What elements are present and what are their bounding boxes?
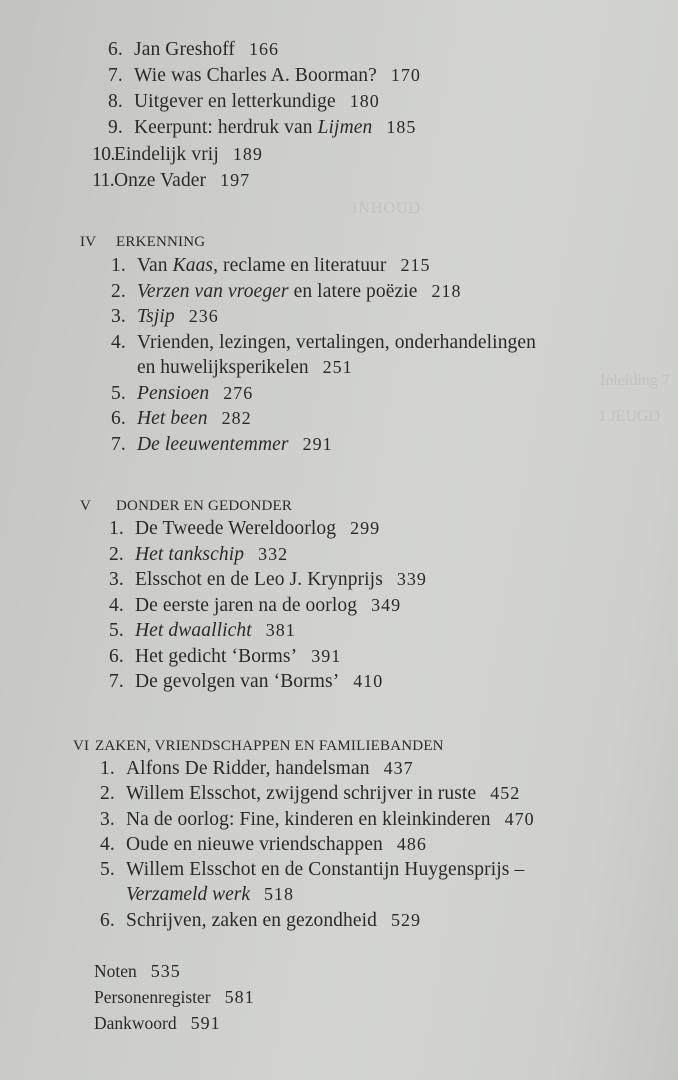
page-number: 276 (223, 383, 254, 403)
entry-title: Personenregister (94, 987, 211, 1007)
section-roman-numeral: VI (73, 738, 90, 754)
toc-entry[interactable] (111, 253, 430, 278)
page-number: 185 (386, 117, 417, 137)
entry-number: 1. (109, 518, 124, 539)
title-run: Wie was Charles A. Boorman? (134, 65, 377, 86)
title-run: en huwelijksperikelen (137, 357, 309, 378)
toc-entry[interactable] (100, 781, 520, 806)
entry-number: 2. (100, 783, 115, 804)
page-number: 437 (383, 758, 414, 778)
entry-title (134, 65, 377, 86)
entry-title (135, 544, 244, 565)
entry-title (126, 809, 491, 830)
italic-title-run: Verzameld werk (126, 884, 251, 905)
entry-number: 3. (100, 809, 115, 830)
entry-number: 11. (92, 170, 115, 191)
page-number: 535 (150, 961, 181, 981)
page-number: 291 (302, 434, 333, 454)
title-run: en latere poëzie (288, 281, 418, 302)
page-number: 529 (391, 910, 421, 930)
page-number: 180 (349, 91, 380, 111)
toc-entry[interactable] (111, 381, 253, 406)
title-run: Oude en nieuwe vriendschappen (126, 834, 383, 855)
page-number: 197 (220, 170, 251, 190)
entry-number: 4. (100, 834, 115, 855)
entry-title: Noten (94, 961, 137, 981)
title-run: Na de oorlog: Fine, kinderen en kleinkinderen (126, 809, 491, 830)
entry-number: 10. (92, 144, 115, 165)
entry-number: 2. (109, 544, 124, 565)
entry-number: 3. (111, 306, 126, 327)
entry-title (114, 170, 206, 191)
page-number: 452 (490, 783, 521, 803)
entry-number: 4. (111, 332, 126, 353)
back-matter-entry[interactable] (94, 1011, 221, 1036)
entry-title (126, 758, 370, 779)
title-run: De Tweede Wereldoorlog (135, 518, 337, 539)
page-number: 215 (400, 255, 431, 275)
italic-title-run: Pensioen (137, 383, 210, 404)
page-number: 218 (431, 281, 462, 301)
italic-title-run: Het tankschip (135, 544, 245, 565)
entry-title (137, 383, 209, 404)
toc-entry-continuation[interactable] (137, 355, 353, 380)
entry-number: 4. (109, 595, 124, 616)
page-number: 486 (396, 834, 427, 854)
section-roman-numeral: IV (80, 234, 97, 250)
page-number: 282 (221, 408, 252, 428)
entry-title (134, 91, 336, 112)
entry-title (137, 306, 175, 327)
toc-entry-continuation[interactable] (126, 882, 294, 907)
page-number: 189 (232, 144, 263, 164)
title-run: Willem Elsschot, zwijgend schrijver in ruste (126, 783, 477, 804)
entry-number: 5. (100, 859, 115, 880)
title-run: Schrijven, zaken en gezondheid (126, 910, 377, 931)
entry-number: 6. (100, 910, 115, 931)
title-run: Keerpunt: herdruk van (134, 117, 318, 138)
toc-entry[interactable] (108, 63, 421, 88)
page-number: 410 (353, 671, 384, 691)
entry-number: 5. (109, 620, 124, 641)
toc-entry[interactable] (108, 89, 380, 114)
toc-entry[interactable] (111, 304, 219, 329)
entry-number: 3. (109, 569, 124, 590)
section-heading[interactable] (80, 496, 292, 516)
back-matter-entry[interactable] (94, 985, 255, 1010)
page-number: 391 (311, 646, 342, 666)
section-title: ZAKEN, VRIENDSCHAPPEN EN FAMILIEBANDEN (95, 738, 444, 754)
entry-number: 8. (108, 91, 123, 112)
toc-entry[interactable] (92, 142, 263, 167)
title-run: Willem Elsschot en de Constantijn Huygensprijs – (126, 859, 525, 880)
back-matter-entry[interactable] (94, 959, 181, 984)
entry-title (134, 39, 235, 60)
entry-title (126, 783, 476, 804)
italic-title-run: Tsjip (137, 306, 175, 327)
page-number: 251 (322, 357, 353, 377)
entry-title (137, 281, 418, 302)
entry-title (134, 117, 372, 138)
title-run: De eerste jaren na de oorlog (135, 595, 358, 616)
page-number: 339 (396, 569, 427, 589)
entry-number: 6. (108, 39, 123, 60)
toc-entry[interactable] (108, 115, 416, 140)
title-run: Elsschot en de Leo J. Krynprijs (135, 569, 383, 590)
entry-number: 7. (108, 65, 123, 86)
page-number: 518 (264, 884, 295, 904)
page-number: 332 (258, 544, 289, 564)
toc-entry[interactable] (100, 908, 421, 933)
toc-entry[interactable] (100, 756, 414, 781)
page-number: 236 (188, 306, 219, 326)
toc-entry[interactable] (109, 669, 383, 694)
toc-entry[interactable] (111, 406, 252, 431)
page-number: 349 (371, 595, 402, 615)
page-number: 581 (224, 987, 255, 1007)
entry-number: 6. (111, 408, 126, 429)
entry-title (126, 834, 383, 855)
italic-title-run: Het been (137, 408, 208, 429)
entry-number: 9. (108, 117, 123, 138)
toc-entry[interactable] (109, 567, 427, 592)
entry-title (135, 569, 383, 590)
section-title: DONDER EN GEDONDER (116, 498, 293, 514)
toc-entry[interactable] (111, 279, 462, 304)
page-number: 591 (190, 1013, 221, 1033)
title-run: Eindelijk vrij (114, 144, 219, 165)
entry-title (135, 595, 357, 616)
bleed-through-line: Inleiding 7 (600, 372, 670, 389)
toc-entry[interactable] (108, 37, 279, 62)
section-heading[interactable] (80, 232, 205, 252)
italic-title-run: Kaas (172, 255, 214, 276)
toc-entry[interactable] (109, 618, 296, 643)
title-run: De gevolgen van ‘Borms’ (135, 671, 340, 692)
entry-number: 6. (109, 646, 124, 667)
toc-entry[interactable] (111, 330, 536, 355)
toc-entry[interactable] (92, 168, 250, 193)
toc-entry[interactable] (111, 432, 333, 457)
title-run: Uitgever en letterkundige (134, 91, 336, 112)
entry-number: 1. (100, 758, 115, 779)
toc-entry[interactable] (109, 516, 380, 541)
entry-title (114, 144, 219, 165)
entry-title (135, 671, 339, 692)
italic-title-run: De leeuwentemmer (137, 434, 289, 455)
entry-number: 7. (109, 671, 124, 692)
toc-entry[interactable] (100, 857, 524, 882)
entry-title (137, 332, 536, 353)
section-roman-numeral: V (80, 498, 92, 514)
page-number: 381 (265, 620, 296, 640)
title-run: , reclame en literatuur (213, 255, 387, 276)
title-run: Vrienden, lezingen, vertalingen, onderhandelingen (137, 332, 536, 353)
entry-number: 5. (111, 383, 126, 404)
entry-title (126, 910, 377, 931)
title-run: Onze Vader (114, 170, 207, 191)
toc-entry[interactable] (100, 807, 535, 832)
page-number: 170 (390, 65, 421, 85)
toc-entry[interactable] (109, 542, 288, 567)
entry-title (135, 518, 336, 539)
italic-title-run: Het dwaallicht (135, 620, 252, 641)
page-number: 470 (504, 809, 535, 829)
entry-title: Dankwoord (94, 1013, 177, 1033)
section-title: ERKENNING (116, 234, 206, 250)
entry-title (137, 408, 208, 429)
entry-number: 2. (111, 281, 126, 302)
italic-title-run: Verzen van vroeger (137, 281, 289, 302)
page-number: 166 (249, 39, 280, 59)
entry-number: 1. (111, 255, 126, 276)
section-heading[interactable] (73, 736, 444, 756)
toc-entry[interactable] (100, 832, 427, 857)
entry-title (135, 620, 252, 641)
toc-entry[interactable] (109, 593, 401, 618)
page-number: 299 (350, 518, 381, 538)
bleed-through-line: I JEUGD (600, 408, 660, 425)
entry-title (137, 255, 386, 276)
title-run: Jan Greshoff (134, 39, 236, 60)
entry-title (135, 646, 297, 667)
toc-entry[interactable] (109, 644, 341, 669)
italic-title-run: Lijmen (317, 117, 373, 138)
bleed-through-heading: INHOUD (352, 200, 422, 217)
title-run: Van (137, 255, 173, 276)
title-run: Het gedicht ‘Borms’ (135, 646, 298, 667)
entry-title (137, 434, 289, 455)
entry-title (126, 859, 524, 880)
entry-number: 7. (111, 434, 126, 455)
title-run: Alfons De Ridder, handelsman (126, 758, 370, 779)
